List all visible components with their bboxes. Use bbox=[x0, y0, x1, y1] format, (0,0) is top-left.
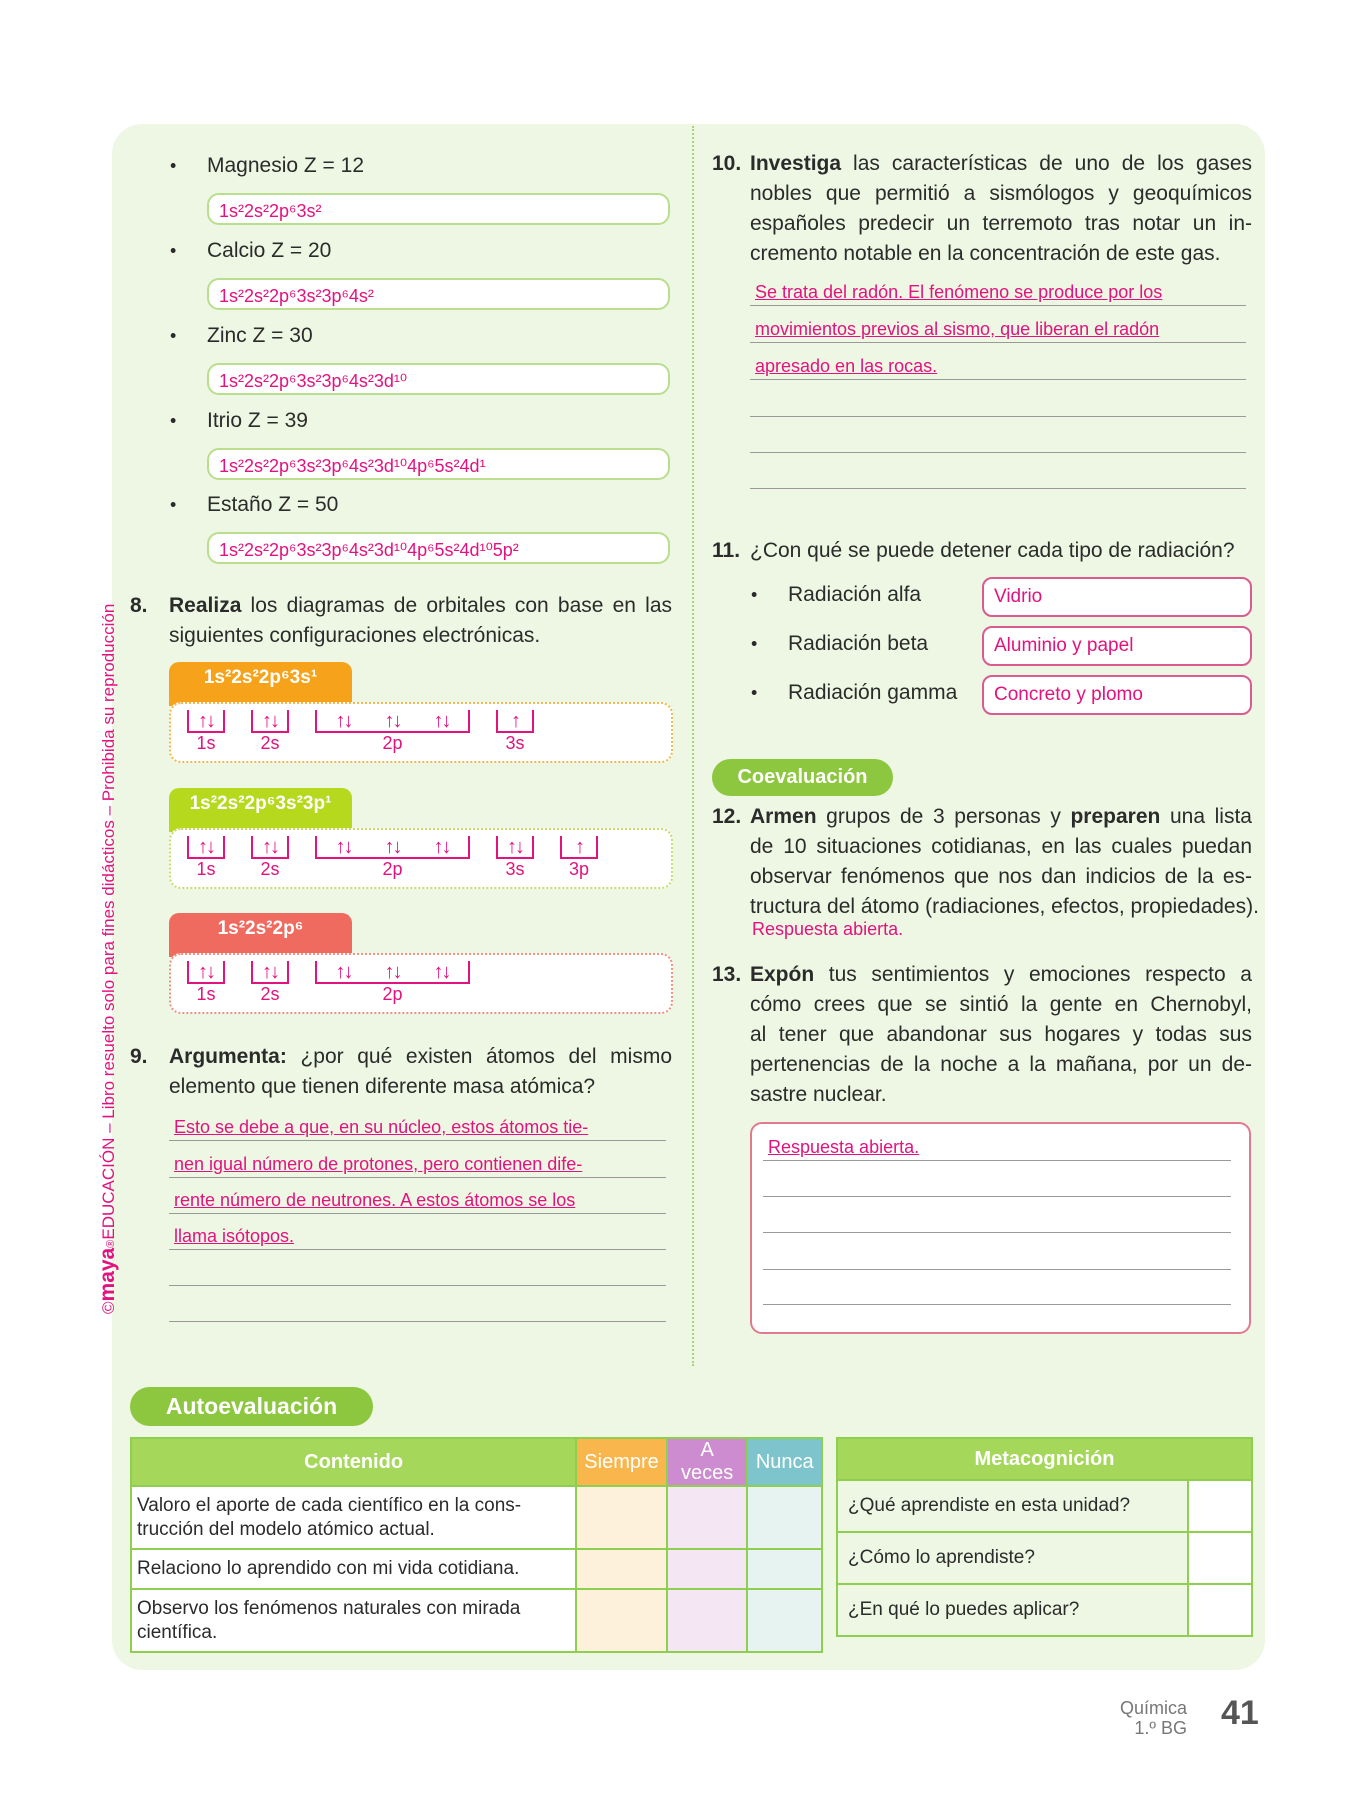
text: tructura del átomo (radiaciones, efectos, propiedades). bbox=[750, 895, 1259, 918]
table-row bbox=[131, 1589, 822, 1652]
orbital-bracket bbox=[315, 961, 470, 984]
subject: Química bbox=[1119, 1698, 1187, 1718]
answer-line[interactable] bbox=[169, 1140, 666, 1141]
configuration-tab: 1s²2s²2p⁶3s¹ bbox=[169, 662, 352, 706]
question-number: 9. bbox=[130, 1045, 148, 1068]
orbital-bracket bbox=[187, 961, 225, 984]
siempre-cell[interactable] bbox=[576, 1589, 667, 1652]
text-line bbox=[169, 591, 672, 621]
page-number: 41 bbox=[1221, 1694, 1259, 1732]
spin-arrows-icon: ↑↓ bbox=[384, 961, 401, 983]
orbital-label: 2s bbox=[260, 733, 280, 753]
answer-text: movimientos previos al sismo, que liberan el radón bbox=[755, 319, 1160, 339]
radiation-answer-field[interactable]: Vidrio bbox=[982, 577, 1252, 617]
text: nobles que permitió a sismólogos y geoquímicos bbox=[750, 182, 1252, 205]
text: al tener que abandonar sus hogares y todas sus bbox=[750, 1023, 1252, 1046]
question-13-text bbox=[750, 960, 1252, 1110]
footer-subject bbox=[1120, 1698, 1187, 1738]
text: españoles predecir un terremoto tras notar un in- bbox=[750, 212, 1252, 235]
configuration-field[interactable]: 1s²2s²2p⁶3s²3p⁶4s²3d¹⁰ bbox=[207, 363, 670, 395]
question-12-text bbox=[750, 802, 1259, 922]
question-number: 8. bbox=[130, 594, 148, 617]
answer-cell[interactable] bbox=[1188, 1584, 1252, 1636]
orbital-bracket bbox=[187, 836, 225, 859]
bold-text: preparen bbox=[1070, 805, 1161, 828]
text-line bbox=[750, 179, 1252, 209]
answer-line[interactable] bbox=[750, 342, 1246, 343]
bullet-icon: • bbox=[170, 325, 177, 346]
answer-line[interactable] bbox=[169, 1321, 666, 1322]
answer-line[interactable] bbox=[763, 1269, 1231, 1270]
text: pertenencias de la noche a la mañana, por un de- bbox=[750, 1053, 1252, 1076]
a-veces-cell[interactable] bbox=[667, 1589, 748, 1652]
orbital-group bbox=[251, 710, 289, 753]
brand-logo: maya bbox=[96, 1247, 119, 1302]
text-line bbox=[750, 239, 1252, 269]
table-row bbox=[837, 1584, 1252, 1636]
question-number: 13. bbox=[712, 963, 742, 986]
text: cremento notable en la concentración de este gas. bbox=[750, 242, 1221, 265]
answer-text: Esto se debe a que, en su núcleo, estos átomos tie- bbox=[174, 1117, 589, 1137]
orbital-group bbox=[187, 710, 225, 753]
answer-text: nen igual número de protones, pero contienen dife- bbox=[174, 1154, 583, 1174]
text: ¿Con qué se puede detener cada tipo de radiación? bbox=[750, 539, 1235, 562]
orbital-bracket bbox=[315, 710, 470, 733]
spin-arrows-icon: ↑↓ bbox=[433, 836, 450, 858]
orbital-label: 1s bbox=[196, 733, 216, 753]
orbital-label: 3p bbox=[568, 859, 590, 879]
answer-line[interactable] bbox=[763, 1160, 1231, 1161]
answer-line[interactable] bbox=[763, 1196, 1231, 1197]
radiation-label: Radiación beta bbox=[788, 632, 929, 655]
orbital-label: 1s bbox=[196, 859, 216, 879]
answer-cell[interactable] bbox=[1188, 1532, 1252, 1584]
text-line bbox=[169, 1042, 672, 1072]
text: tus sentimientos y emociones respecto a bbox=[814, 963, 1252, 986]
orbital-label: 2p bbox=[382, 733, 403, 753]
bullet-icon: • bbox=[170, 240, 177, 261]
autoevaluacion-title: Autoevaluación bbox=[130, 1387, 373, 1426]
orbital-group bbox=[187, 961, 225, 1004]
text-line bbox=[750, 1020, 1252, 1050]
text: los diagramas de orbitales con base en las bbox=[241, 594, 672, 617]
answer-line[interactable] bbox=[169, 1177, 666, 1178]
spin-arrows-icon: ↑↓ bbox=[262, 836, 278, 858]
orbital-row bbox=[187, 961, 496, 1004]
text: siguientes configuraciones electrónicas. bbox=[169, 624, 541, 647]
answer-cell[interactable] bbox=[1188, 1480, 1252, 1532]
siempre-cell[interactable] bbox=[576, 1549, 667, 1589]
configuration-field[interactable]: 1s²2s²2p⁶3s²3p⁶4s²3d¹⁰4p⁶5s²4d¹⁰5p² bbox=[207, 532, 670, 564]
answer-line[interactable] bbox=[169, 1285, 666, 1286]
nunca-cell[interactable] bbox=[747, 1549, 822, 1589]
spin-arrows-icon: ↑ bbox=[511, 710, 519, 732]
element-label: Magnesio Z = 12 bbox=[207, 154, 365, 177]
answer-line[interactable] bbox=[763, 1304, 1231, 1305]
question-cell: ¿En qué lo puedes aplicar? bbox=[837, 1584, 1188, 1636]
answer-text: llama isótopos. bbox=[174, 1226, 295, 1246]
text: elemento que tienen diferente masa atómica? bbox=[169, 1075, 596, 1098]
orbital-label: 3s bbox=[505, 859, 525, 879]
text-line bbox=[750, 1080, 1252, 1110]
text-line bbox=[750, 832, 1252, 862]
answer-text: Respuesta abierta. bbox=[752, 919, 904, 939]
text: observar fenómenos que nos dan indicios de la es- bbox=[750, 865, 1252, 888]
bullet-icon: • bbox=[170, 494, 177, 515]
orbital-label: 2p bbox=[382, 984, 403, 1004]
spin-arrows-icon: ↑↓ bbox=[384, 836, 401, 858]
orbital-label: 1s bbox=[196, 984, 216, 1004]
criterion-cell: Observo los fenómenos naturales con mirada científica. bbox=[131, 1589, 576, 1652]
spin-arrows-icon: ↑↓ bbox=[335, 961, 352, 983]
header-siempre: Siempre bbox=[576, 1438, 667, 1486]
orbital-diagram bbox=[169, 953, 673, 1014]
bullet-icon: • bbox=[751, 682, 758, 703]
nunca-cell[interactable] bbox=[747, 1486, 822, 1549]
spin-arrows-icon: ↑↓ bbox=[384, 710, 401, 732]
text: las características de uno de los gases bbox=[841, 152, 1252, 175]
copyright-icon: © bbox=[99, 1301, 118, 1314]
spin-arrows-icon: ↑↓ bbox=[262, 961, 278, 983]
bold-text: Realiza bbox=[169, 594, 242, 617]
orbital-bracket bbox=[251, 836, 289, 859]
radiation-answer-field[interactable]: Concreto y plomo bbox=[982, 675, 1252, 715]
element-label: Itrio Z = 39 bbox=[207, 409, 308, 432]
a-veces-cell[interactable] bbox=[667, 1549, 748, 1589]
orbital-group bbox=[251, 961, 289, 1004]
orbital-group bbox=[496, 710, 534, 753]
configuration-tab: 1s²2s²2p⁶ bbox=[169, 913, 352, 957]
answer-line[interactable] bbox=[763, 1232, 1231, 1233]
element-label: Calcio Z = 20 bbox=[207, 239, 332, 262]
element-label: Estaño Z = 50 bbox=[207, 493, 339, 516]
header-a-veces: A veces bbox=[667, 1438, 748, 1486]
header-nunca: Nunca bbox=[747, 1438, 822, 1486]
header-metacognicion: Metacognición bbox=[837, 1438, 1252, 1480]
table-row bbox=[837, 1480, 1252, 1532]
bullet-icon: • bbox=[170, 155, 177, 176]
bullet-icon: • bbox=[751, 584, 758, 605]
radiation-label: Radiación alfa bbox=[788, 583, 922, 606]
question-number: 11. bbox=[712, 539, 741, 562]
orbital-group bbox=[315, 836, 470, 879]
text-line bbox=[750, 1050, 1252, 1080]
metacognicion-table bbox=[836, 1437, 1253, 1637]
orbital-label: 2s bbox=[260, 859, 280, 879]
text-line bbox=[750, 892, 1259, 922]
element-label: Zinc Z = 30 bbox=[207, 324, 313, 347]
copyright-watermark bbox=[96, 604, 120, 1314]
text-line bbox=[169, 1072, 672, 1102]
orbital-bracket bbox=[187, 710, 225, 733]
orbital-label: 2s bbox=[260, 984, 280, 1004]
radiation-answer-field[interactable]: Aluminio y papel bbox=[982, 626, 1252, 666]
configuration-field[interactable]: 1s²2s²2p⁶3s²3p⁶4s²3d¹⁰4p⁶5s²4d¹ bbox=[207, 448, 670, 480]
answer-text: Se trata del radón. El fenómeno se produce por los bbox=[755, 282, 1163, 302]
orbital-group bbox=[560, 836, 598, 879]
answer-line[interactable] bbox=[169, 1213, 666, 1214]
spin-arrows-icon: ↑↓ bbox=[433, 710, 450, 732]
answer-text: apresado en las rocas. bbox=[755, 356, 938, 376]
text: sastre nuclear. bbox=[750, 1083, 887, 1106]
configuration-field[interactable]: 1s²2s²2p⁶3s² bbox=[207, 193, 670, 225]
registered-icon: ® bbox=[105, 1239, 117, 1248]
orbital-label: 3s bbox=[505, 733, 525, 753]
answer-text: Respuesta abierta. bbox=[768, 1137, 920, 1157]
a-veces-cell[interactable] bbox=[667, 1486, 748, 1549]
nunca-cell[interactable] bbox=[747, 1589, 822, 1652]
orbital-bracket bbox=[315, 836, 470, 859]
radiation-label: Radiación gamma bbox=[788, 681, 958, 704]
question-9-text bbox=[169, 1042, 672, 1102]
answer-line[interactable] bbox=[750, 416, 1246, 417]
autoevaluacion-table bbox=[130, 1437, 823, 1653]
siempre-cell[interactable] bbox=[576, 1486, 667, 1549]
orbital-bracket bbox=[251, 710, 289, 733]
orbital-diagram bbox=[169, 702, 673, 763]
orbital-group bbox=[251, 836, 289, 879]
orbital-bracket bbox=[496, 836, 534, 859]
text-line bbox=[750, 990, 1252, 1020]
column-divider bbox=[692, 126, 694, 1366]
bold-text: Investiga bbox=[750, 152, 842, 175]
spin-arrows-icon: ↑↓ bbox=[507, 836, 523, 858]
answer-line[interactable] bbox=[750, 305, 1246, 306]
configuration-field[interactable]: 1s²2s²2p⁶3s²3p⁶4s² bbox=[207, 278, 670, 310]
text-line bbox=[169, 621, 672, 651]
text: cómo crees que se sintió la gente en Chernobyl, bbox=[750, 993, 1252, 1016]
text-line bbox=[750, 149, 1252, 179]
orbital-group bbox=[315, 710, 470, 753]
question-number: 12. bbox=[712, 805, 742, 828]
bold-text: Argumenta: bbox=[169, 1045, 287, 1068]
orbital-bracket bbox=[496, 710, 534, 733]
text-line bbox=[750, 960, 1252, 990]
watermark-text: EDUCACIÓN – Libro resuelto solo para fines didácticos – Prohibida su reproducción bbox=[99, 603, 118, 1240]
text: grupos de 3 personas y bbox=[816, 805, 1071, 828]
spin-arrows-icon: ↑↓ bbox=[335, 710, 352, 732]
criterion-cell: Relaciono lo aprendido con mi vida cotidiana. bbox=[131, 1549, 576, 1589]
orbital-bracket bbox=[560, 836, 598, 859]
orbital-diagram bbox=[169, 828, 673, 889]
table-row bbox=[837, 1532, 1252, 1584]
criterion-cell: Valoro el aporte de cada científico en la cons- trucción del modelo atómico actual. bbox=[131, 1486, 576, 1549]
question-cell: ¿Cómo lo aprendiste? bbox=[837, 1532, 1188, 1584]
coevaluacion-title: Coevaluación bbox=[712, 759, 893, 796]
configuration-tab: 1s²2s²2p⁶3s²3p¹ bbox=[169, 788, 352, 832]
orbital-group bbox=[496, 836, 534, 879]
text: una lista bbox=[1160, 805, 1252, 828]
answer-line[interactable] bbox=[750, 488, 1246, 489]
bullet-icon: • bbox=[170, 410, 177, 431]
text: de 10 situaciones cotidianas, en las cuales puedan bbox=[750, 835, 1252, 858]
table-row bbox=[131, 1486, 822, 1549]
answer-text: rente número de neutrones. A estos átomos se los bbox=[174, 1190, 576, 1210]
answer-line[interactable] bbox=[750, 452, 1246, 453]
orbital-row bbox=[187, 836, 624, 879]
spin-arrows-icon: ↑↓ bbox=[262, 710, 278, 732]
header-contenido: Contenido bbox=[131, 1438, 576, 1486]
table-row bbox=[131, 1549, 822, 1589]
question-11-text bbox=[750, 536, 1252, 566]
text-line bbox=[750, 209, 1252, 239]
text-line bbox=[750, 802, 1252, 832]
answer-line[interactable] bbox=[169, 1249, 666, 1250]
spin-arrows-icon: ↑↓ bbox=[433, 961, 450, 983]
orbital-group bbox=[187, 836, 225, 879]
question-10-text bbox=[750, 149, 1252, 269]
answer-line[interactable] bbox=[750, 379, 1246, 380]
spin-arrows-icon: ↑ bbox=[575, 836, 583, 858]
question-8-text bbox=[169, 591, 672, 651]
orbital-label: 2p bbox=[382, 859, 403, 879]
bold-text: Armen bbox=[750, 805, 817, 828]
spin-arrows-icon: ↑↓ bbox=[198, 836, 214, 858]
bold-text: Expón bbox=[750, 963, 815, 986]
spin-arrows-icon: ↑↓ bbox=[335, 836, 352, 858]
text-line bbox=[750, 862, 1252, 892]
spin-arrows-icon: ↑↓ bbox=[198, 710, 214, 732]
bullet-icon: • bbox=[751, 633, 758, 654]
text: ¿por qué existen átomos del mismo bbox=[286, 1045, 672, 1068]
orbital-bracket bbox=[251, 961, 289, 984]
text-line bbox=[750, 536, 1252, 566]
orbital-row bbox=[187, 710, 560, 753]
question-number: 10. bbox=[712, 152, 742, 175]
grade: 1.º BG bbox=[1134, 1718, 1187, 1738]
question-cell: ¿Qué aprendiste en esta unidad? bbox=[837, 1480, 1188, 1532]
orbital-group bbox=[315, 961, 470, 1004]
spin-arrows-icon: ↑↓ bbox=[198, 961, 214, 983]
